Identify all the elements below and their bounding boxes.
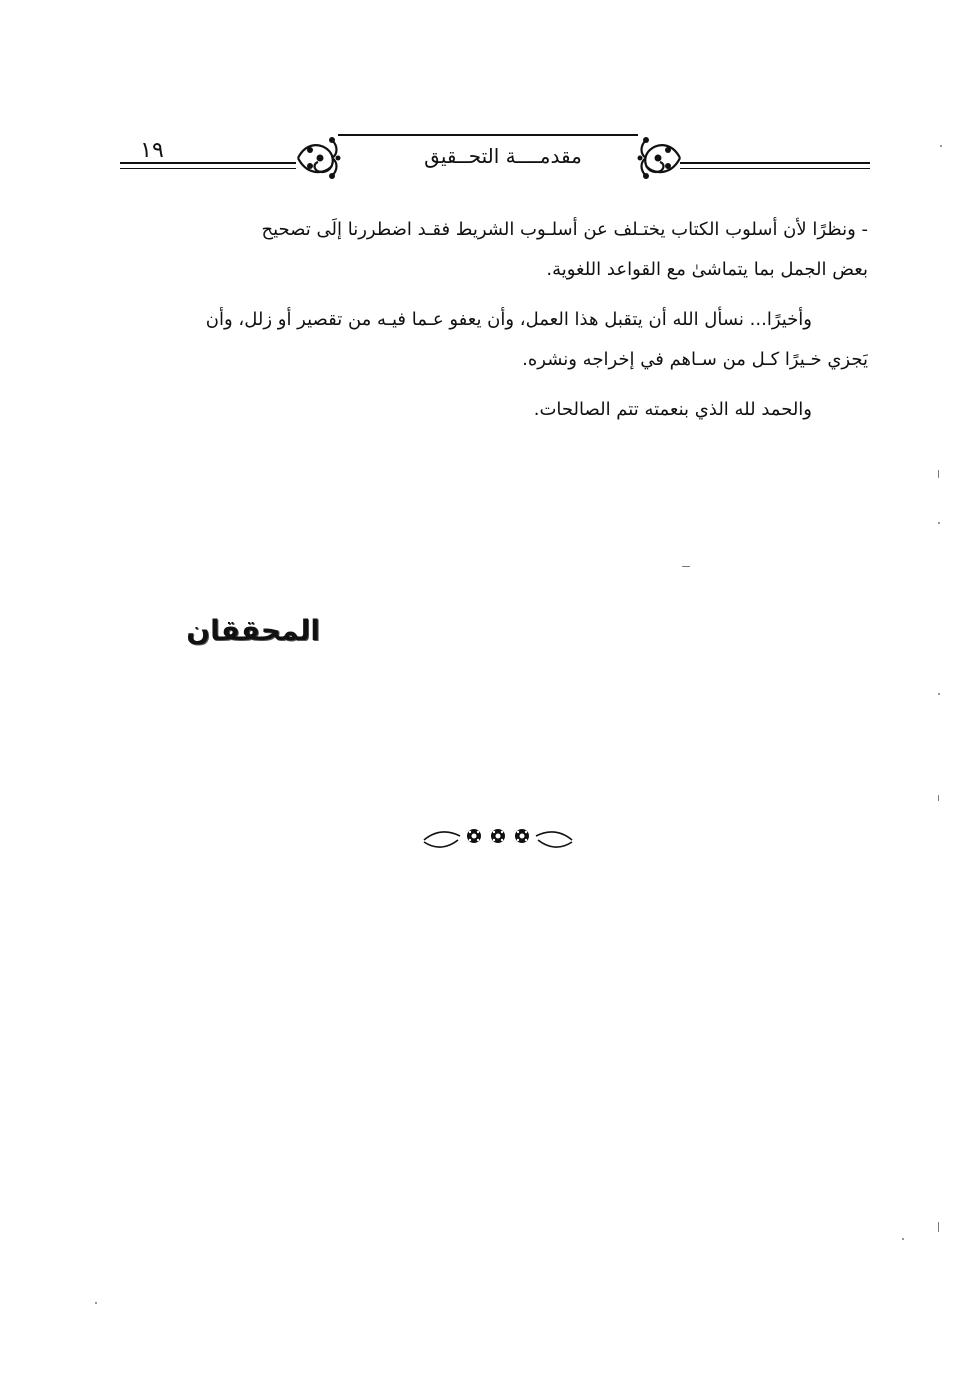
header-rule-top <box>338 134 638 136</box>
header-rule-left-thin <box>120 168 296 169</box>
scan-speck <box>938 470 939 478</box>
header-rule-right-thin <box>680 168 870 169</box>
scan-speck <box>938 693 940 695</box>
body-text <box>120 210 868 430</box>
arabesque-ornament-icon <box>292 132 344 184</box>
running-title: مقدمــــة التحــقيق <box>424 144 582 168</box>
header-rule-right <box>680 162 870 164</box>
scan-speck <box>938 1222 939 1232</box>
page-number: ١٩ <box>140 138 164 163</box>
scan-speck <box>940 145 942 147</box>
paragraph <box>120 210 868 290</box>
text-line: والحمد لله الذي بنعمته تتم الصالحات. <box>533 399 812 420</box>
scan-speck <box>938 522 940 524</box>
text-line: بعض الجمل بما يتماشىٰ مع القواعد اللغوية. <box>546 259 868 280</box>
scan-speck <box>95 1302 97 1304</box>
floral-separator-icon <box>418 818 578 854</box>
scan-speck <box>682 566 690 567</box>
text-line: - ونظرًا لأن أسلوب الكتاب يختـلف عن أسلـوب الشريط فقـد اضطررنا إلَى تصحيح <box>261 219 868 240</box>
scan-speck <box>938 795 939 801</box>
paragraph <box>120 390 868 430</box>
page-header <box>120 128 870 188</box>
text-line: وأخيرًا... نسأل الله أن يتقبل هذا العمل، وأن يعفو عـما فيـه من تقصير أو زلل، وأن <box>205 309 812 330</box>
signature: المحققان <box>186 614 320 647</box>
arabesque-ornament-icon <box>634 132 686 184</box>
scan-speck <box>902 1238 904 1240</box>
text-line: يَجزي خـيرًا كـل من سـاهم في إخراجه ونشره. <box>522 349 868 370</box>
paragraph <box>120 300 868 380</box>
